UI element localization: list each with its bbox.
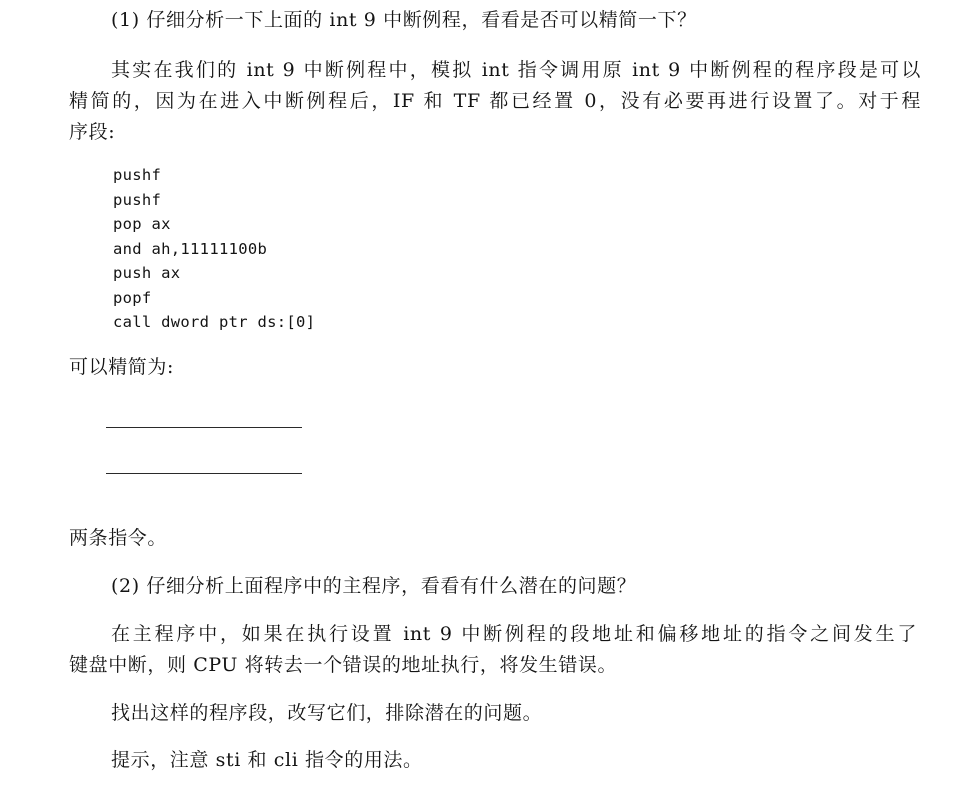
answer-1-line-2: 精简的，因为在进入中断例程后，IF 和 TF 都已经置 0，没有必要再进行设置了。对于程 <box>69 90 921 112</box>
question-2-title: (2) 仔细分析上面程序中的主程序，看看有什么潜在的问题？ <box>111 575 637 597</box>
code-block <box>113 163 315 335</box>
code-line: pushf <box>113 190 162 209</box>
instruction-count-text: 两条指令。 <box>69 527 168 549</box>
code-line: call dword ptr ds:[0] <box>113 313 316 331</box>
simplify-label: 可以精简为: <box>69 356 175 378</box>
answer-1-line-1: 其实在我们的 int 9 中断例程中，模拟 int 指令调用原 int 9 中断例程的程序段是可以 <box>111 59 921 81</box>
code-line: popf <box>113 288 152 307</box>
answer-blank-1 <box>106 427 302 428</box>
task-text: 找出这样的程序段，改写它们，排除潜在的问题。 <box>111 702 543 724</box>
code-line: push ax <box>113 264 181 282</box>
question-1-title: (1) 仔细分析一下上面的 int 9 中断例程，看看是否可以精简一下？ <box>111 9 697 31</box>
code-line: pop ax <box>113 215 171 233</box>
answer-2-line-1: 在主程序中，如果在执行设置 int 9 中断例程的段地址和偏移地址的指令之间发生了 <box>111 623 917 645</box>
answer-2-line-2: 键盘中断，则 CPU 将转去一个错误的地址执行，将发生错误。 <box>69 654 618 676</box>
code-line: and ah,11111100b <box>113 239 268 258</box>
code-line: pushf <box>113 166 162 184</box>
hint-text: 提示，注意 sti 和 cli 指令的用法。 <box>111 749 423 771</box>
answer-1-line-3: 序段: <box>69 121 116 143</box>
answer-blank-2 <box>106 473 302 474</box>
